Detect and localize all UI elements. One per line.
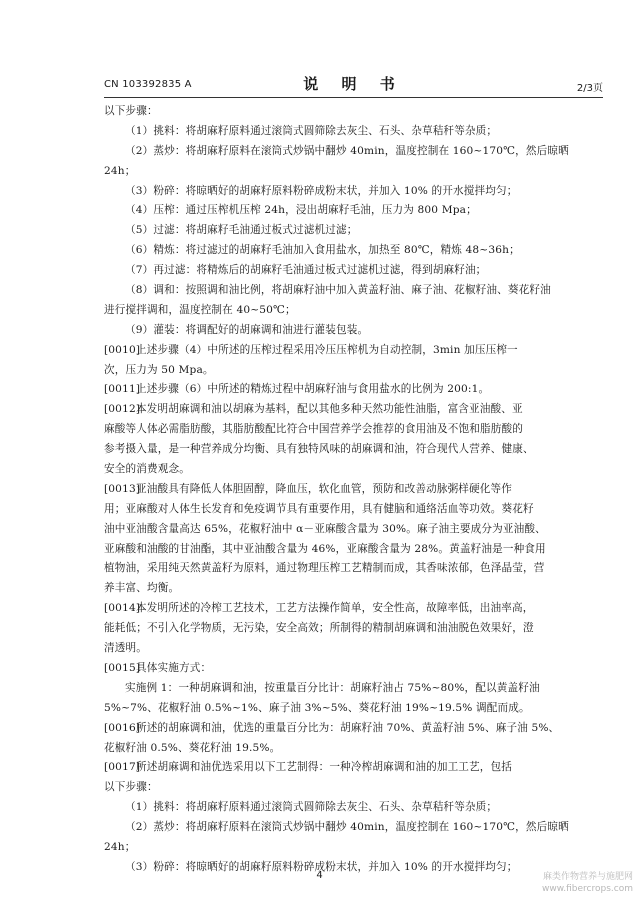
paragraph-text: 所述的胡麻调和油，优选的重量百分比为：胡麻籽油 70%、黄盖籽油 5%、麻子油 5%、 [136,721,560,734]
paragraph-start-line [104,599,609,619]
paragraph-text: 上述步骤（6）中所述的精炼过程中胡麻籽油与食用盐水的比例为 200:1。 [136,383,490,396]
paragraph-text: 具体实施方式： [136,661,212,674]
text-line: 清透明。 [104,642,147,655]
text-line: 次，压力为 50 Mpa。 [104,363,214,376]
text-line: 植物油，采用纯天然黄盖籽为原料，通过物理压榨工艺精制而成，其香味浓郁，色泽晶莹，营 [104,562,545,575]
patent-number: CN 103392835 A [104,79,192,90]
step-line: （1）挑料：将胡麻籽原料通过滚筒式圆筛除去灰尘、石头、杂草秸秆等杂质； [125,801,498,814]
page-indicator: 2/3页 [576,83,603,94]
paragraph-start-line [104,400,609,420]
paragraph-start-line [104,341,609,361]
paragraph-text: 亚油酸具有降低人体胆固醇，降血压，软化血管，预防和改善动脉粥样硬化等作 [136,482,513,495]
paragraph-number: [0010] [104,343,141,356]
paragraph-number: [0013] [104,482,141,495]
paragraph-text: 本发明胡麻调和油以胡麻为基料，配以其他多种天然功能性油脂，富含亚油酸、亚 [136,403,523,416]
step-line: 实施例 1：一种胡麻调和油，按重量百分比计：胡麻籽油占 75%~80%，配以黄盖籽油 [125,681,540,694]
paragraph-start-line [104,719,609,739]
step-line: （8）调和：按照调和油比例，将胡麻籽油中加入黄盖籽油、麻子油、花椒籽油、葵花籽油 [125,284,551,297]
step-line: （3）粉碎：将晾晒好的胡麻籽原料粉碎成粉末状，并加入 10% 的开水搅拌均匀； [125,184,518,197]
text-line: 花椒籽油 0.5%、葵花籽油 19.5%。 [104,741,281,754]
paragraph-text: 上述步骤（4）中所述的压榨过程采用冷压压榨机为自动控制，3min 加压压榨一 [136,343,518,356]
step-line: （9）灌装：将调配好的胡麻调和油进行灌装包装。 [125,323,369,336]
step-line: （6）精炼：将过滤过的胡麻籽毛油加入食用盐水，加热至 80℃，精炼 48~36h； [125,244,520,257]
text-line: 以下步骤： [104,105,158,117]
step-line: （7）再过滤：将精炼后的胡麻籽毛油通过板式过滤机过滤，得到胡麻籽油； [125,264,487,277]
text-line: 参考摄入量，是一种营养成分均衡、具有独特风味的胡麻调和油，符合现代人营养、健康、 [104,443,534,456]
step-line: （1）挑料：将胡麻籽原料通过滚筒式圆筛除去灰尘、石头、杂草秸秆等杂质； [125,124,498,137]
text-line: 麻酸等人体必需脂肪酸，其脂肪酸配比符合中国营养学会推荐的食用油及不饱和脂肪酸的 [104,423,524,436]
paragraph-start-line [104,659,609,679]
step-line: （3）粉碎：将晾晒好的胡麻籽原料粉碎成粉末状，并加入 10% 的开水搅拌均匀； [125,860,518,873]
paragraph-number: [0015] [104,661,141,674]
text-line: 能耗低；不引入化学物质，无污染，安全高效；所制得的精制胡麻调和油油脱色效果好，澄 [104,622,534,635]
step-line: （4）压榨：通过压榨机压榨 24h，浸出胡麻籽毛油，压力为 800 Mpa； [125,204,477,217]
paragraph-number: [0016] [104,721,141,734]
paragraph-number: [0017] [104,761,141,774]
text-line: 养丰富、均衡。 [104,582,180,595]
text-line: 24h； [104,840,136,853]
page-number: 4 [316,870,323,881]
page-header [104,71,603,98]
watermark-site-name: 麻类作物营养与施肥网 [542,872,633,882]
paragraph-number: [0014] [104,602,141,615]
watermark [542,871,633,895]
step-line: （2）蒸炒：将胡麻籽原料在滚筒式炒锅中翻炒 40min，温度控制在 160~170℃，然后晾晒 [125,821,569,834]
paragraph-start-line [104,758,609,778]
paragraph-text: 本发明所述的冷榨工艺技术，工艺方法操作简单，安全性高，故障率低，出油率高， [136,602,534,615]
paragraph-start-line [104,380,609,400]
text-line: 用；亚麻酸对人体生长发育和免疫调节具有重要作用，具有健脑和通络活血等功效。葵花籽 [104,502,534,515]
document-body [104,102,609,878]
text-line: 油中亚油酸含量高达 65%，花椒籽油中 α－亚麻酸含量为 30%。麻子油主要成分为亚油酸、 [104,522,546,535]
step-line: （5）过滤：将胡麻籽毛油通过板式过滤机过滤； [125,224,358,237]
paragraph-text: 所述胡麻调和油优选采用以下工艺制得：一种冷榨胡麻调和油的加工工艺，包括 [136,761,513,774]
text-line: 5%~7%、花椒籽油 0.5%~1%、麻子油 3%~5%、葵花籽油 19%~19.5% 调配而成。 [104,701,530,714]
paragraph-number: [0011] [104,383,141,396]
step-line: （2）蒸炒：将胡麻籽原料在滚筒式炒锅中翻炒 40min，温度控制在 160~170℃，然后晾晒 [125,144,569,157]
text-line: 亚麻酸和油酸的甘油酯，其中亚油酸含量为 46%，亚麻酸含量为 28%。黄盖籽油是一种食用 [104,542,546,555]
watermark-url: www.fibercrops.com [542,884,633,894]
text-line: 安全的消费观念。 [104,463,190,476]
paragraph-start-line [104,480,609,500]
text-line: 以下步骤： [104,781,158,794]
text-line: 进行搅拌调和，温度控制在 40~50℃； [104,303,296,316]
document-title: 说 明 书 [303,75,404,93]
paragraph-number: [0012] [104,403,141,416]
text-line: 24h； [104,164,136,177]
